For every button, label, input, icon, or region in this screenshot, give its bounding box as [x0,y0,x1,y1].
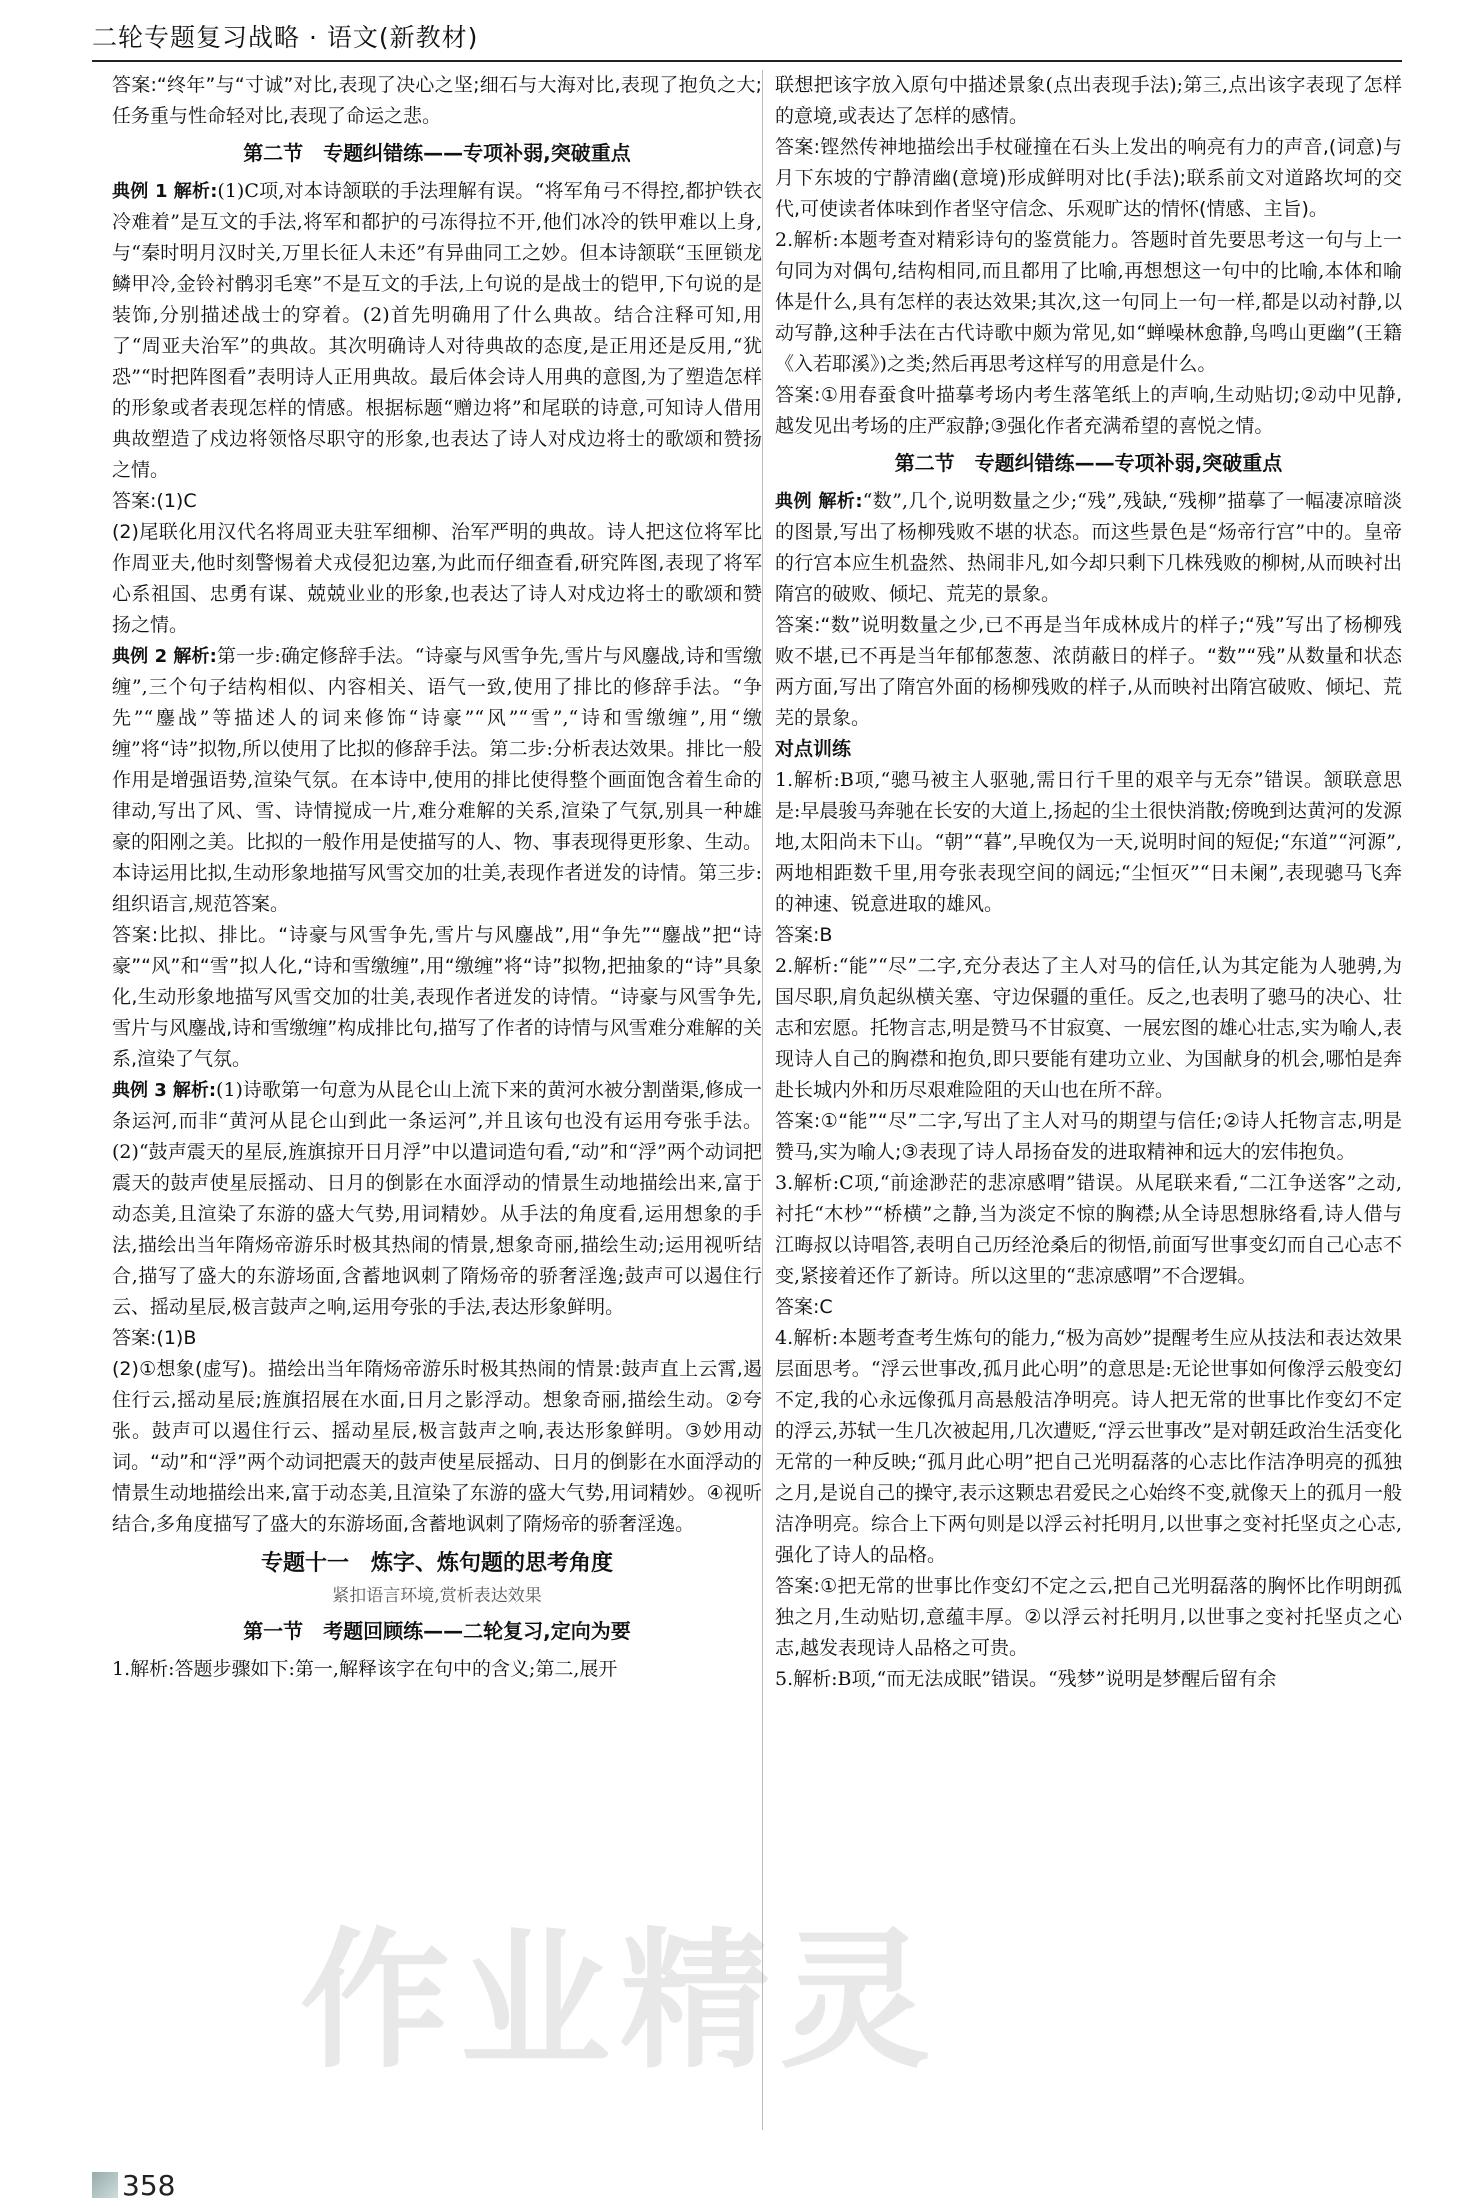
example-head: 典例 3 [112,1080,167,1101]
question-analysis: 3.解析:C项,“前途渺茫的悲凉感喟”错误。从尾联来看,“二江争送客”之动,衬托“木杪”“桥横”之静,当为淡定不惊的胸襟;从全诗思想脉络看,诗人借与江晦叔以诗唱答,表明自己历经沧桑后的彻悟,前面写世事变幻而自己心志不变,紧接着还作了新诗。所以这里的“悲凉感喟”不合逻辑。 [775,1172,1402,1287]
answer-text: (2)①想象(虚写)。描绘出当年隋炀帝游乐时极其热闹的情景:鼓声直上云霄,遏住行云,摇动星辰;旌旗招展在水面,日月之影浮动。想象奇丽,描绘生动。②夸张。鼓声可以遏住行云、摇动星辰,极言鼓声之响,表达形象鲜明。③妙用动词。“动”和“浮”两个动词把震天的鼓声使星辰摇动、日月的倒影在水面浮动的情景生动地描绘出来,富于动态美,且渲染了东游的盛大气势,用词精妙。④视听结合,多角度描写了盛大的东游场面,含蓄地讽刺了隋炀帝的骄奢淫逸。 [112,1358,762,1535]
page-number [92,2168,175,2202]
topic-title: 专题十一 炼字、炼句题的思考角度 [260,1551,613,1576]
analysis-label: 解析: [818,491,863,512]
analysis-text: (1)诗歌第一句意为从昆仑山上流下来的黄河水被分割凿渠,修成一条运河,而非“黄河从昆仑山到此一条运河”,并且该句也没有运用夸张手法。(2)“鼓声震天的星辰,旌旗掠开日月浮”中以遣词造句看,“动”和“浮”两个动词把震天的鼓声使星辰摇动、日月的倒影在水面浮动的情景生动地描绘出来,富于动态美,且渲染了东游的盛大气势,用词精妙。从手法的角度看,运用想象的手法,描绘出当年隋炀帝游乐时极其热闹的情景,想象奇丽,描绘生动;运用视听结合,描写了盛大的东游场面,含蓄地讽刺了隋炀帝的骄奢淫逸;鼓声可以遏住行云、摇动星辰,极言鼓声之响,运用夸张的手法,表达形象鲜明。 [112,1079,762,1318]
analysis-text: “数”,几个,说明数量之少;“残”,残缺,“残柳”描摹了一幅凄凉暗淡的图景,写出了杨柳残败不堪的状态。而这些景色是“炀帝行宫”中的。皇帝的行宫本应生机盎然、热闹非凡,如今却只剩下几株残败的柳树,从而映衬出隋宫的破败、倾圮、荒芜的景象。 [775,490,1402,605]
page-corner-mark-icon [92,2172,118,2198]
analysis-label: 解析: [172,1080,217,1101]
question-analysis: 2.解析:本题考查对精彩诗句的鉴赏能力。答题时首先要思考这一句与上一句同为对偶句,结构相同,而且都用了比喻,再想想这一句中的比喻,本体和喻体是什么,具有怎样的表达效果;其次,这一句同上一句一样,都是以动衬静,以动写静,这种手法在古代诗歌中颇为常见,如“蝉噪林愈静,鸟鸣山更幽”(王籍《入若耶溪》)之类;然后再思考这样写的用意是什么。 [775,229,1402,375]
answer-text: 答案:C [775,1296,833,1318]
answer-text: 答案:(1)B [112,1327,197,1349]
question-analysis: 2.解析:“能”“尽”二字,充分表达了主人对马的信任,认为其定能为人驰骋,为国尽职,肩负起纵横关塞、守边保疆的重任。反之,也表明了骢马的决心、壮志和宏愿。托物言志,明是赞马不甘寂寞、一展宏图的雄心壮志,实为喻人,表现诗人自己的胸襟和抱负,即只要能有建功立业、为国献身的机会,哪怕是奔赴长城内外和历尽艰难险阻的天山也在所不辞。 [775,955,1402,1101]
header-title: 二轮专题复习战略 · 语文(新教材) [92,23,479,52]
answer-text: 答案:“终年”与“寸诚”对比,表现了决心之坚;细石与大海对比,表现了抱负之大;任务重与性命轻对比,表现了命运之悲。 [112,74,762,127]
analysis-label: 解析: [173,181,218,202]
question-analysis: 4.解析:本题考查考生炼句的能力,“极为高妙”提醒考生应从技法和表达效果层面思考。“浮云世事改,孤月此心明”的意思是:无论世事如何像浮云般变幻不定,我的心永远像孤月高悬般洁净明亮。诗人把无常的世事比作变幻不定的浮云,苏轼一生几次被起用,几次遭贬,“浮云世事改”是对朝廷政治生活变化无常的一种反映;“孤月此心明”把自己光明磊落的心志比作洁净明亮的孤独之月,是说自己的操守,表示这颗忠君爱民之心始终不变,就像天上的孤月一般洁净明亮。综合上下两句则是以浮云衬托明月,以世事之变衬托坚贞之心志,强化了诗人的品格。 [775,1327,1402,1566]
answer-text: 答案:B [775,924,833,946]
page-number-text: 358 [122,2168,176,2202]
answer-text: 答案:①“能”“尽”二字,写出了主人对马的期望与信任;②诗人托物言志,明是赞马,实为喻人;③表现了诗人昂扬奋发的进取精神和远大的宏伟抱负。 [775,1110,1402,1163]
example-3 [112,1075,762,1323]
analysis-text: (1)C项,对本诗颔联的手法理解有误。“将军角弓不得控,都护铁衣冷难着”是互文的手法,将军和都护的弓冻得拉不开,他们冰冷的铁甲难以上身,与“秦时明月汉时关,万里长征人未还”有异曲同工之妙。但本诗颔联“玉匣锁龙鳞甲冷,金铃衬鹘羽毛寒”不是互文的手法,上句说的是战士的铠甲,下句说的是装饰,分别描述战士的穿着。(2)首先明确用了什么典故。结合注释可知,用了“周亚夫治军”的典故。其次明确诗人对待典故的态度,是正用还是反用,“犹恐”“时把阵图看”表明诗人正用典故。最后体会诗人用典的意图,为了塑造怎样的形象或者表现怎样的情感。根据标题“赠边将”和尾联的诗意,可知诗人借用典故塑造了戍边将领恪尽职守的形象,也表达了诗人对戍边将士的歌颂和赞扬之情。 [112,180,762,481]
example [775,486,1402,610]
answer-text: (2)尾联化用汉代名将周亚夫驻军细柳、治军严明的典故。诗人把这位将军比作周亚夫,他时刻警惕着犬戎侵犯边塞,为此而仔细查看,研究阵图,表现了将军心系祖国、忠勇有谋、兢兢业业的形象,也表达了诗人对戍边将士的歌颂和赞扬之情。 [112,521,762,636]
example-head: 典例 1 [112,181,168,202]
answer-text: 答案:①把无常的世事比作变幻不定之云,把自己光明磊落的胸怀比作明朗孤独之月,生动贴切,意蕴丰厚。②以浮云衬托明月,以世事之变衬托坚贞之心志,越发表现诗人品格之可贵。 [775,1575,1402,1659]
watermark: 作业精灵 [300,1915,941,2089]
question-analysis: 1.解析:答题步骤如下:第一,解释该字在句中的含义;第二,展开 [112,1658,618,1680]
question-analysis: 5.解析:B项,“而无法成眠”错误。“残梦”说明是梦醒后留有余 [775,1668,1277,1690]
example-1 [112,176,762,486]
answer-text: 答案:(1)C [112,490,197,512]
section-title: 第二节 专题纠错练——专项补弱,突破重点 [243,141,631,165]
answer-text: 答案:比拟、排比。“诗豪与风雪争先,雪片与风鏖战”,用“争先”“鏖战”把“诗豪”“风”和“雪”拟人化,“诗和雪缴缠”,用“缴缠”将“诗”拟物,把抽象的“诗”具象化,生动形象地描写风雪交加的壮美,表现作者迸发的诗情。“诗豪与风雪争先,雪片与风鏖战,诗和雪缴缠”构成排比句,描写了作者的诗情与风雪难分难解的关系,渲染了气氛。 [112,924,762,1070]
analysis-label: 解析: [173,646,217,667]
right-column [762,70,1402,2130]
answer-text: 答案:铿然传神地描绘出手杖碰撞在石头上发出的响亮有力的声音,(词意)与月下东坡的宁静清幽(意境)形成鲜明对比(手法);联系前文对道路坎坷的交代,可使读者体味到作者坚守信念、乐观旷达的情怀(情感、主旨)。 [775,136,1402,220]
section-title: 第二节 专题纠错练——专项补弱,突破重点 [894,451,1283,475]
example-head: 典例 [775,491,812,512]
topic-subtitle: 紧扣语言环境,赏析表达效果 [332,1586,542,1606]
training-heading: 对点训练 [775,738,852,760]
left-column [112,70,762,2130]
answer-text: 答案:①用春蚕食叶描摹考场内考生落笔纸上的声响,生动贴切;②动中见静,越发见出考场的庄严寂静;③强化作者充满希望的喜悦之情。 [775,384,1402,437]
page-header [92,18,1402,62]
analysis-text: 第一步:确定修辞手法。“诗豪与风雪争先,雪片与风鏖战,诗和雪缴缠”,三个句子结构相似、内容相关、语气一致,使用了排比的修辞手法。“争先”“鏖战”等描述人的词来修饰“诗豪”“风”“雪”,“诗和雪缴缠”,用“缴缠”将“诗”拟物,所以使用了比拟的修辞手法。第二步:分析表达效果。排比一般作用是增强语势,渲染气氛。在本诗中,使用的排比使得整个画面饱含着生命的律动,写出了风、雪、诗情搅成一片,难分难解的关系,渲染了气氛,别具一种雄豪的阳刚之美。比拟的一般作用是使描写的人、物、事表现得更形象、生动。本诗运用比拟,生动形象地描写风雪交加的壮美,表现作者迸发的诗情。第三步:组织语言,规范答案。 [112,645,762,915]
question-analysis: 联想把该字放入原句中描述景象(点出表现手法);第三,点出该字表现了怎样的意境,或表达了怎样的感情。 [775,74,1402,127]
answer-text: 答案:“数”说明数量之少,已不再是当年成林成片的样子;“残”写出了杨柳残败不堪,已不再是当年郁郁葱葱、浓荫蔽日的样子。“数”“残”从数量和状态两方面,写出了隋宫外面的杨柳残败的样子,从而映衬出隋宫破败、倾圮、荒芜的景象。 [775,614,1402,729]
example-2 [112,641,762,920]
question-analysis: 1.解析:B项,“骢马被主人驱驰,需日行千里的艰辛与无奈”错误。颔联意思是:早晨骏马奔驰在长安的大道上,扬起的尘土很快消散;傍晚到达黄河的发源地,太阳尚未下山。“朝”“暮”,早晚仅为一天,说明时间的短促;“东道”“河源”,两地相距数千里,用夸张表现空间的阔远;“尘恒灭”“日未阑”,表现骢马飞奔的神速、锐意进取的雄风。 [775,769,1402,915]
section-title: 第一节 考题回顾练——二轮复习,定向为要 [243,1619,631,1643]
example-head: 典例 2 [112,646,168,667]
